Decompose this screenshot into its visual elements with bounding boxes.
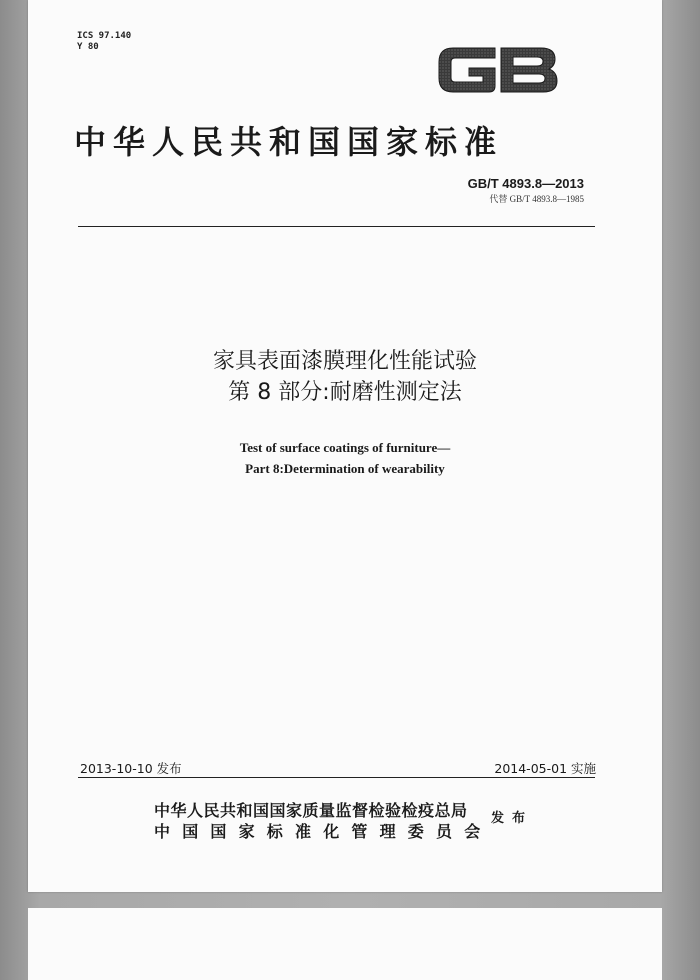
category-code: Y 80 [77, 42, 99, 52]
ics-code: ICS 97.140 [77, 31, 132, 41]
national-standard-heading: 中华人民共和国国家标准 [74, 123, 504, 161]
classification-codes [77, 31, 131, 53]
gb-logo-icon [433, 40, 563, 100]
implementation-date: 2014-05-01 实施 [494, 761, 596, 776]
issuer-line1: 中华人民共和国国家质量监督检验检疫总局 [154, 801, 468, 820]
issue-verb: 发布 [491, 811, 534, 826]
next-page [28, 908, 662, 980]
issuer-line2: 中国国家标准化管理委员会 [154, 822, 493, 841]
issue-date: 2013-10-10 发布 [80, 761, 182, 776]
title-en-line1: Test of surface coatings of furniture— [239, 440, 451, 455]
replaces-standard: 代替 GB/T 4893.8—1985 [489, 194, 584, 204]
top-divider [78, 226, 595, 227]
standard-number: GB/T 4893.8—2013 [467, 176, 584, 191]
title-cn-line2: 第 8 部分:耐磨性测定法 [228, 380, 462, 405]
title-en-line2: Part 8:Determination of wearability [245, 461, 445, 476]
bottom-divider [78, 777, 595, 778]
document-page [28, 0, 662, 892]
title-cn-line1: 家具表面漆膜理化性能试验 [212, 349, 477, 374]
